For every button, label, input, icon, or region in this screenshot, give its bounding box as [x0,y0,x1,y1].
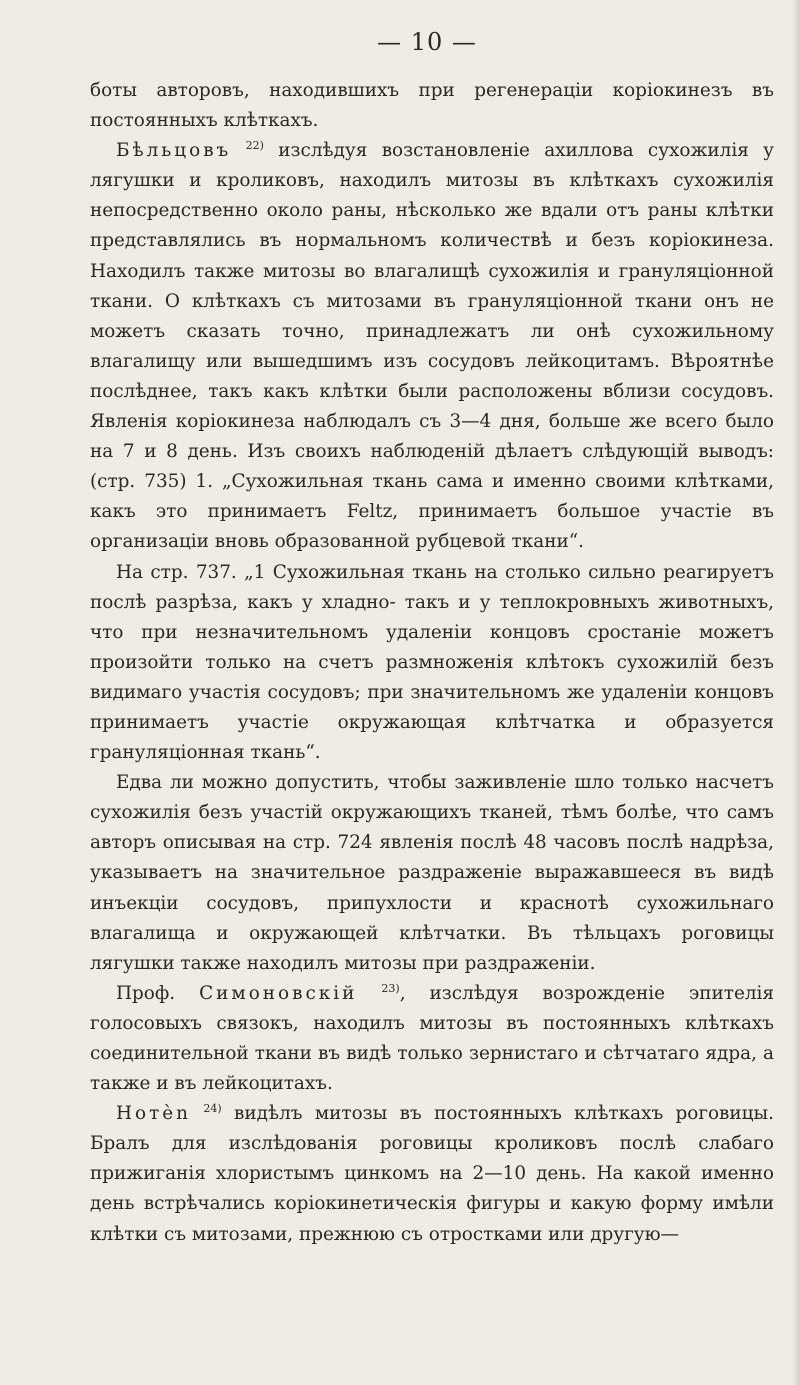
footnote-ref: 24) [203,1102,222,1116]
paragraph-discussion: Едва ли можно допустить, чтобы заживленіе шло только насчетъ сухожилія безъ участій окружающихъ тканей, тѣмъ болѣе, что самъ авторъ описывая на стр. 724 явленія послѣ 48 часовъ послѣ надрѣза, указываетъ на значительное раздраженіе выражавшееся въ видѣ инъекціи сосудовъ, припухлости и краснотѣ сухожильнаго влагалища и окружающей клѣтчатки. Въ тѣльцахъ роговицы лягушки также находилъ митозы при раздраженіи. [90,772,774,974]
page-number: — 10 — [377,28,477,56]
page-edge-shadow [792,0,800,1385]
footnote-ref: 23) [381,981,400,995]
paragraph-quote-737: На стр. 737. „1 Сухожильная ткань на столько сильно реагируетъ послѣ разрѣза, какъ у хладно- такъ и у теплокровныхъ животныхъ, что при незначительномъ удаленіи концовъ сростаніе можетъ произойти только на счетъ размноженія клѣтокъ сухожилій безъ видимаго участія сосудовъ; при значительномъ же удаленіи концовъ принимаетъ участіе окружающая клѣтчатка и образуется грануляціонная ткань“. [90,561,774,764]
body-text [90,76,774,1250]
title-prefix: Проф. [116,982,200,1004]
author-name: Симоновскій [199,982,358,1004]
author-name: Нотѐn [116,1103,192,1125]
paragraph-text: видѣлъ митозы въ постоянныхъ клѣткахъ роговицы. Бралъ для изслѣдованія роговицы кроликовъ послѣ слабаго прижиганія хлористымъ цинкомъ на 2—10 день. На какой именно день встрѣчались коріокинетическія фигуры и какую форму имѣли клѣтки съ митозами, прежнюю съ отростками или другую— [90,1103,774,1245]
paragraph-simonovsky [90,979,774,1099]
footnote-ref: 22) [245,139,264,153]
paragraph-homen [90,1099,774,1249]
paragraph-continuation: боты авторовъ, находившихъ при регенераціи коріокинезъ въ постоянныхъ клѣткахъ. [90,80,774,132]
author-name: Бѣльцовъ [116,140,232,162]
paragraph-text: изслѣдуя возстановленіе ахиллова сухожилія у лягушки и кроликовъ, находилъ митозы въ клѣткахъ сухожилія непосредственно около раны, нѣсколько же вдали отъ раны клѣтки представлялись въ нормальномъ количествѣ и безъ коріокинеза. Находилъ также митозы во влагалищѣ сухожилія и грануляціонной ткани. О клѣткахъ съ митозами въ грануляціонной ткани онъ не можетъ сказать точно, принадлежатъ ли онѣ сухожильному влагалищу или вышедшимъ изъ сосудовъ лейкоцитамъ. Вѣроятнѣе послѣднее, такъ какъ клѣтки были расположены вблизи сосудовъ. Явленія коріокинеза наблюдалъ съ 3—4 дня, больше же всего было на 7 и 8 день. Изъ своихъ наблюденій дѣлаетъ слѣдующій выводъ: (стр. 735) 1. „Сухожильная ткань сама и именно своими клѣтками, какъ это принимаетъ Feltz, принимаетъ большое участіе въ организаціи вновь образованной рубцевой ткани“. [90,140,774,553]
paragraph-beltsov [90,136,774,557]
paragraph-text: , изслѣдуя возрожденіе эпителія голосовыхъ связокъ, находилъ митозы въ постоянныхъ клѣткахъ соединительной ткани въ видѣ только зернистаго и сѣтчатаго ядра, а также и въ лейкоцитахъ. [90,982,774,1095]
